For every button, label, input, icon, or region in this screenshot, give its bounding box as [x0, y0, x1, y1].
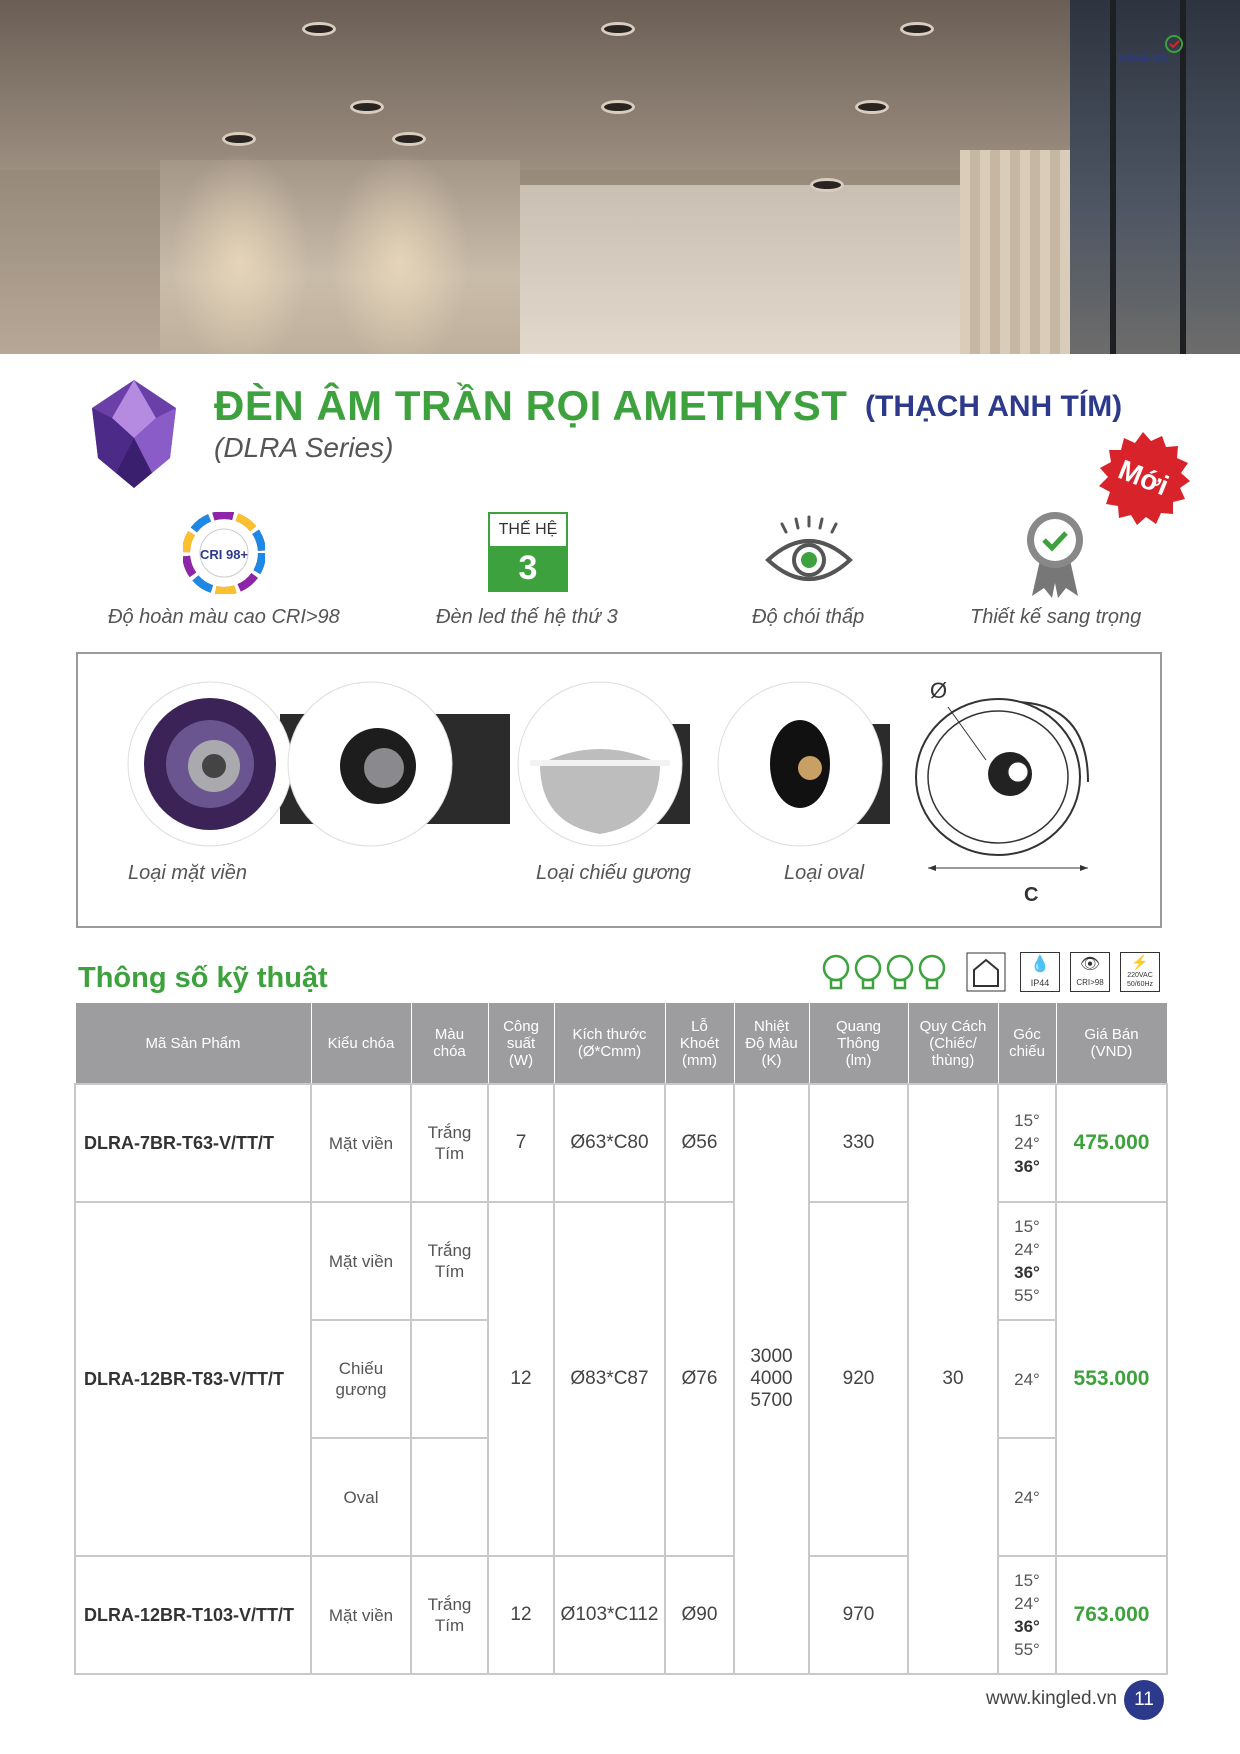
- col-cct: Nhiệt Độ Màu (K): [734, 1003, 809, 1085]
- product-code: DLRA-12BR-T83-V/TT/T: [75, 1202, 311, 1556]
- flux: 920: [809, 1202, 908, 1556]
- reflector-color: Trắng Tím: [411, 1084, 488, 1202]
- diameter-symbol: Ø: [930, 678, 948, 703]
- beam-angles: 24°: [998, 1438, 1056, 1556]
- face-trim-lamps-image: [120, 674, 520, 854]
- col-cutout: Lỗ Khoét (mm): [665, 1003, 734, 1085]
- page-number: 11: [1124, 1680, 1164, 1720]
- page-title: ĐÈN ÂM TRẦN RỌI AMETHYST: [214, 382, 848, 429]
- svg-text:CRI 98+: CRI 98+: [199, 547, 249, 562]
- mirror-and-oval-lamps-image: [510, 674, 930, 854]
- flux: 970: [809, 1556, 908, 1674]
- amethyst-gem-icon: [86, 378, 182, 490]
- hero-photo: [0, 0, 1240, 354]
- reflector-color: [411, 1438, 488, 1556]
- eye-icon: [762, 514, 856, 590]
- power: 12: [488, 1556, 554, 1674]
- beam-angles: 24°: [998, 1320, 1056, 1438]
- size: Ø103*C112: [554, 1556, 665, 1674]
- reflector-color: Trắng Tím: [411, 1202, 488, 1320]
- size: Ø63*C80: [554, 1084, 665, 1202]
- svg-text:KINGLED: KINGLED: [1118, 53, 1168, 65]
- website-link[interactable]: www.kingled.vn: [986, 1688, 1117, 1709]
- cutout: Ø56: [665, 1084, 734, 1202]
- table-header-row: [75, 1003, 1167, 1085]
- reflector-type: Mặt viền: [311, 1202, 411, 1320]
- col-size: Kích thước (Ø*Cmm): [554, 1003, 665, 1085]
- reflector-type: Chiếu gương: [311, 1320, 411, 1438]
- col-power: Công suất (W): [488, 1003, 554, 1085]
- face-trim-label: Loại mặt viền: [128, 862, 247, 884]
- price: 475.000: [1056, 1084, 1167, 1202]
- table-row: [75, 1202, 1167, 1320]
- power: 12: [488, 1202, 554, 1556]
- cct: 3000 4000 5700: [734, 1084, 809, 1674]
- col-reflector: Kiểu chóa: [311, 1003, 411, 1085]
- col-price: Giá Bán (VND): [1056, 1003, 1167, 1085]
- svg-text:Mới: Mới: [1114, 453, 1174, 502]
- size: Ø83*C87: [554, 1202, 665, 1556]
- reflector-color: Trắng Tím: [411, 1556, 488, 1674]
- reflector-type: Mặt viền: [311, 1084, 411, 1202]
- beam-angles: 15° 24° 36° 55°: [998, 1202, 1056, 1320]
- price: 763.000: [1056, 1556, 1167, 1674]
- feature-design-label: Thiết kế sang trọng: [970, 606, 1142, 628]
- beam-angles: 15° 24° 36°: [998, 1084, 1056, 1202]
- voltage-icon: ⚡ 220VAC 50/60Hz: [1120, 952, 1160, 992]
- reflector-color: [411, 1320, 488, 1438]
- ip44-icon: 💧 IP44: [1020, 952, 1060, 992]
- series-label: (DLRA Series): [214, 432, 394, 463]
- generation-3-icon: THẾ HỆ 3: [488, 512, 568, 592]
- col-packing: Quy Cách (Chiếc/ thùng): [908, 1003, 998, 1085]
- power: 7: [488, 1084, 554, 1202]
- reflector-type: Oval: [311, 1438, 411, 1556]
- flux: 330: [809, 1084, 908, 1202]
- cri-color-wheel-icon: [183, 512, 265, 594]
- new-badge: [1096, 432, 1190, 526]
- cutout: Ø90: [665, 1556, 734, 1674]
- col-code: Mã Sản Phẩm: [75, 1003, 311, 1085]
- beam-angles: 15° 24° 36° 55°: [998, 1556, 1056, 1674]
- col-color: Màu chóa: [411, 1003, 488, 1085]
- table-row: [75, 1084, 1167, 1202]
- award-ribbon-icon: [1022, 510, 1088, 598]
- price: 553.000: [1056, 1202, 1167, 1556]
- feature-generation-label: Đèn led thế hệ thứ 3: [436, 606, 618, 628]
- product-images-panel: [76, 652, 1162, 928]
- cutout: Ø76: [665, 1202, 734, 1556]
- mirror-label: Loại chiếu gương: [536, 862, 691, 884]
- feature-glare-label: Độ chói thấp: [752, 606, 865, 628]
- reflector-type: Mặt viền: [311, 1556, 411, 1674]
- col-beam: Góc chiếu: [998, 1003, 1056, 1085]
- cri98-icon: 👁 CRI>98: [1070, 952, 1110, 992]
- table-row: [75, 1556, 1167, 1674]
- spec-table: [74, 1002, 1168, 1675]
- spec-heading: Thông số kỹ thuật: [78, 962, 328, 994]
- feature-cri-label: Độ hoàn màu cao CRI>98: [108, 606, 340, 628]
- packing: 30: [908, 1084, 998, 1674]
- height-symbol: C: [1024, 884, 1039, 906]
- oval-label: Loại oval: [784, 862, 865, 884]
- col-flux: Quang Thông (lm): [809, 1003, 908, 1085]
- efficiency-bulbs-icon: [820, 952, 950, 992]
- kingled-logo: [1118, 32, 1198, 68]
- product-code: DLRA-12BR-T103-V/TT/T: [75, 1556, 311, 1674]
- page-subtitle: (THẠCH ANH TÍM): [865, 390, 1123, 423]
- indoor-use-icon: [966, 952, 1006, 992]
- product-code: DLRA-7BR-T63-V/TT/T: [75, 1084, 311, 1202]
